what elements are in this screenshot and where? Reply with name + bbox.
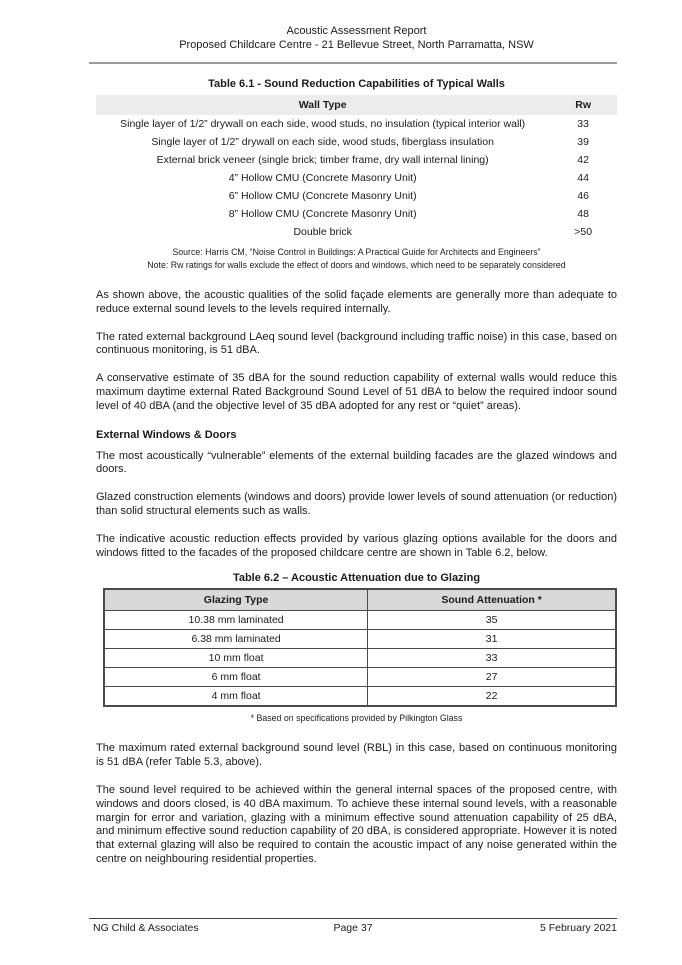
table-header-row (104, 589, 616, 611)
footer-company: NG Child & Associates (93, 922, 199, 934)
wall-type-cell: Single layer of 1/2” drywall on each side, wood studs, fiberglass insulation (151, 136, 494, 148)
section-heading-external-windows-doors: External Windows & Doors (96, 428, 237, 441)
paragraph: Glazed construction elements (windows and doors) provide lower levels of sound attenuation (or reduction) than solid structural elements such as walls. (96, 491, 617, 517)
document-footer (89, 918, 617, 936)
rw-cell: 39 (577, 136, 589, 148)
glazing-type-cell: 6 mm float (104, 668, 368, 687)
paragraph: A conservative estimate of 35 dBA for the sound reduction capability of external walls would reduce this maximum daytime external Rated Background Sound Level of 51 dBA to below the required indoor sound level of 40 dBA (and the objective level of 35 dBA adopted for any rest or “quiet” areas). (96, 372, 617, 412)
footer-page-number: Page 37 (333, 922, 373, 934)
table-6-1-header (96, 95, 617, 115)
table-6-1-walls (96, 95, 617, 241)
rw-cell: >50 (574, 226, 593, 238)
attenuation-cell: 35 (368, 611, 616, 630)
column-header-sound-attenuation: Sound Attenuation * (368, 589, 616, 611)
table-6-1-body (96, 115, 617, 241)
table-row (104, 687, 616, 707)
attenuation-cell: 31 (368, 630, 616, 649)
column-header-wall-type: Wall Type (96, 95, 549, 115)
rw-cell: 48 (577, 208, 589, 220)
table-row (104, 611, 616, 630)
table-source-line: Source: Harris CM, “Noise Control in Buildings: A Practical Guide for Architects and Engineers” (172, 247, 541, 257)
wall-type-cell: 8” Hollow CMU (Concrete Masonry Unit) (228, 208, 417, 220)
table-6-1-title: Table 6.1 - Sound Reduction Capabilities of Typical Walls (208, 78, 505, 90)
table-row (96, 151, 617, 169)
table-row (96, 169, 617, 187)
rw-cell: 46 (577, 190, 589, 202)
page-content (96, 24, 617, 867)
rw-cell: 42 (577, 154, 589, 166)
table-row (96, 115, 617, 133)
table-source-note (96, 246, 617, 272)
table-row (104, 668, 616, 687)
table-6-2-body (104, 611, 616, 707)
table-row (96, 223, 617, 241)
table-row (104, 649, 616, 668)
wall-type-cell: Single layer of 1/2” drywall on each side, wood studs, no insulation (typical interior wall) (120, 118, 526, 130)
report-title: Acoustic Assessment Report (286, 25, 427, 37)
rw-cell: 44 (577, 172, 589, 184)
table-header-row (96, 95, 617, 115)
table-row (96, 205, 617, 223)
paragraph: The rated external background LAeq sound level (background including traffic noise) in this case, based on continuous monitoring, is 51 dBA. (96, 330, 617, 357)
glazing-type-cell: 10 mm float (104, 649, 368, 668)
footer-row (89, 922, 617, 936)
table-row (96, 187, 617, 205)
column-header-glazing-type: Glazing Type (104, 589, 368, 611)
table-6-2-title: Table 6.2 – Acoustic Attenuation due to Glazing (232, 572, 481, 585)
wall-type-cell: 6” Hollow CMU (Concrete Masonry Unit) (228, 190, 417, 202)
header-divider (89, 62, 617, 64)
table-6-2-footnote: * Based on specifications provided by Pilkington Glass (250, 713, 463, 724)
paragraph: The sound level required to be achieved within the general internal spaces of the proposed centre, with windows and doors closed, is 40 dBA maximum. To achieve these internal sound levels, with a reasonable margin for error and variation, glazing with a minimum effective sound attenuation capability of 25 dBA, and minimum effective sound reduction capability of 20 dBA, is considered appropriate. However it is noted that external glazing will also be required to contain the acoustic impact of any noise generated within the centre on neighbouring residential properties. (96, 783, 617, 865)
table-6-2-glazing (103, 588, 617, 707)
report-subtitle: Proposed Childcare Centre - 21 Bellevue Street, North Parramatta, NSW (179, 39, 534, 51)
wall-type-cell: 4” Hollow CMU (Concrete Masonry Unit) (228, 172, 417, 184)
wall-type-cell: External brick veneer (single brick; timber frame, dry wall internal lining) (156, 154, 489, 166)
paragraph: The indicative acoustic reduction effects provided by various glazing options available for the doors and windows fitted to the facades of the proposed childcare centre are shown in Table 6.2, below. (96, 532, 617, 559)
wall-type-cell: Double brick (293, 226, 352, 238)
glazing-type-cell: 4 mm float (104, 687, 368, 707)
document-header (96, 24, 617, 52)
glazing-type-cell: 10.38 mm laminated (104, 611, 368, 630)
rw-cell: 33 (577, 118, 589, 130)
attenuation-cell: 33 (368, 649, 616, 668)
paragraph: The maximum rated external background sound level (RBL) in this case, based on continuous monitoring is 51 dBA (refer Table 5.3, above). (96, 742, 617, 769)
glazing-type-cell: 6.38 mm laminated (104, 630, 368, 649)
table-row (104, 630, 616, 649)
footer-date: 5 February 2021 (539, 922, 617, 934)
paragraph: As shown above, the acoustic qualities of the solid façade elements are generally more than adequate to reduce external sound levels to the levels required internally. (96, 289, 617, 315)
paragraph: The most acoustically “vulnerable” elements of the external building facades are the glazed windows and doors. (96, 449, 617, 476)
table-row (96, 133, 617, 151)
table-note-line: Note: Rw ratings for walls exclude the effect of doors and windows, which need to be separately considered (147, 260, 566, 270)
table-6-2-header (104, 589, 616, 611)
attenuation-cell: 27 (368, 668, 616, 687)
column-header-rw: Rw (549, 95, 617, 115)
attenuation-cell: 22 (368, 687, 616, 707)
